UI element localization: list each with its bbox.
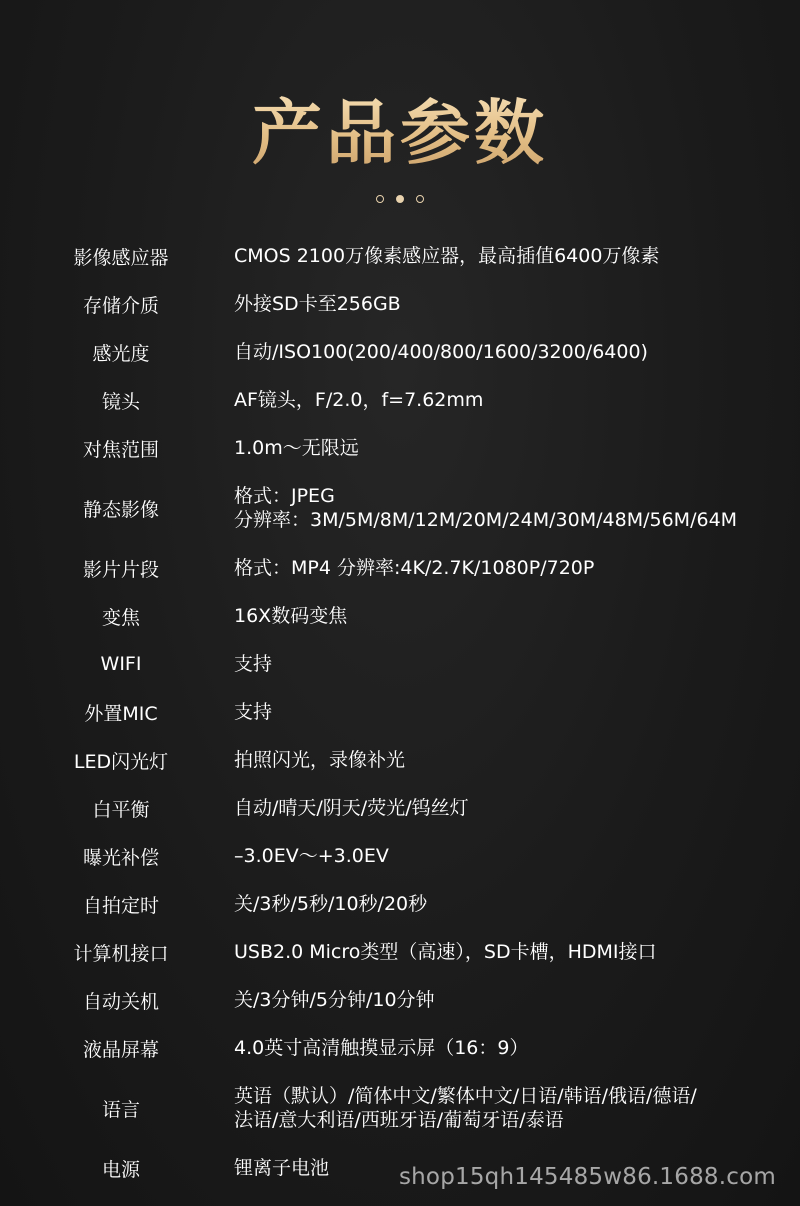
spec-label: 影像感应器 [73, 246, 169, 269]
spec-value [234, 892, 800, 916]
spec-value [234, 244, 800, 268]
decorative-dots [0, 195, 800, 203]
dot-icon [416, 195, 424, 203]
spec-row [0, 784, 800, 832]
dot-filled-icon [396, 195, 404, 203]
spec-value-line: AF镜头，F/2.0，f=7.62mm [234, 389, 484, 411]
spec-row [0, 736, 800, 784]
spec-value-line: 自动/ISO100(200/400/800/1600/3200/6400) [234, 341, 648, 363]
spec-row [0, 592, 800, 640]
spec-label: 静态影像 [82, 498, 159, 521]
spec-value-line: 自动/晴天/阴天/荧光/钨丝灯 [234, 797, 469, 819]
spec-label: 自动关机 [82, 990, 159, 1013]
spec-value [234, 796, 800, 820]
spec-row [0, 688, 800, 736]
spec-value-line: 锂离子电池 [234, 1157, 330, 1179]
spec-value [234, 436, 800, 460]
spec-value [234, 700, 800, 724]
spec-row [0, 640, 800, 688]
spec-label: 白平衡 [92, 798, 150, 821]
shop-watermark: shop15qh145485w86.1688.com [398, 1164, 776, 1190]
spec-value [234, 748, 800, 772]
spec-value [234, 556, 800, 580]
spec-value [234, 340, 800, 364]
spec-label: 对焦范围 [82, 438, 159, 461]
spec-label: 语言 [101, 1098, 140, 1121]
spec-row [0, 328, 800, 376]
spec-row [0, 880, 800, 928]
spec-value-line: 外接SD卡至256GB [234, 293, 401, 315]
spec-label: 影片片段 [82, 558, 159, 581]
spec-row [0, 928, 800, 976]
spec-label: 液晶屏幕 [82, 1038, 159, 1061]
spec-label: 自拍定时 [82, 894, 159, 917]
spec-value-line: 格式：MP4 分辨率:4K/2.7K/1080P/720P [234, 557, 595, 579]
spec-value-line: 支持 [234, 653, 273, 675]
spec-label: 镜头 [101, 390, 140, 413]
spec-value-line: 1.0m～无限远 [234, 437, 359, 459]
spec-label: 变焦 [101, 606, 140, 629]
spec-value-line: 关/3秒/5秒/10秒/20秒 [234, 893, 428, 915]
spec-value-line: 关/3分钟/5分钟/10分钟 [234, 989, 435, 1011]
spec-value-line: USB2.0 Micro类型（高速），SD卡槽，HDMI接口 [234, 941, 657, 963]
spec-row [0, 280, 800, 328]
spec-label: 计算机接口 [73, 942, 169, 965]
spec-value-line: CMOS 2100万像素感应器，最高插值6400万像素 [234, 245, 660, 267]
spec-value [234, 604, 800, 628]
spec-value-line: 格式：JPEG [234, 485, 335, 507]
spec-label: 曝光补偿 [82, 846, 159, 869]
spec-value-line: 4.0英寸高清触摸显示屏（16：9） [234, 1037, 529, 1059]
spec-row [0, 1024, 800, 1072]
spec-value [234, 988, 800, 1012]
spec-row [0, 376, 800, 424]
spec-label: 外置MIC [84, 702, 158, 725]
spec-value-line: 分辨率：3M/5M/8M/12M/20M/24M/30M/48M/56M/64M [234, 509, 738, 531]
spec-label: 存储介质 [82, 294, 159, 317]
spec-value [234, 940, 800, 964]
spec-table [0, 232, 800, 1192]
spec-value [234, 1036, 800, 1060]
spec-label: WIFI [100, 653, 142, 675]
spec-value [234, 844, 800, 868]
spec-label: 电源 [101, 1158, 140, 1181]
spec-label: LED闪光灯 [73, 750, 169, 773]
spec-value-line: 支持 [234, 701, 273, 723]
spec-value-line: 拍照闪光，录像补光 [234, 749, 406, 771]
spec-value-line: 16X数码变焦 [234, 605, 348, 627]
spec-label: 感光度 [92, 342, 150, 365]
spec-row [0, 1072, 800, 1144]
spec-value [234, 388, 800, 412]
spec-value-line: –3.0EV～+3.0EV [234, 845, 389, 867]
spec-value [234, 484, 800, 532]
spec-row [0, 544, 800, 592]
spec-row [0, 424, 800, 472]
spec-value [234, 1084, 800, 1132]
spec-row [0, 472, 800, 544]
spec-row [0, 976, 800, 1024]
page-title: 产品参数 [0, 88, 800, 178]
spec-value [234, 292, 800, 316]
spec-value-line: 法语/意大利语/西班牙语/葡萄牙语/泰语 [234, 1109, 564, 1131]
spec-value [234, 652, 800, 676]
spec-row [0, 832, 800, 880]
dot-icon [376, 195, 384, 203]
spec-value-line: 英语（默认）/简体中文/繁体中文/日语/韩语/俄语/德语/ [234, 1085, 697, 1107]
spec-row [0, 232, 800, 280]
